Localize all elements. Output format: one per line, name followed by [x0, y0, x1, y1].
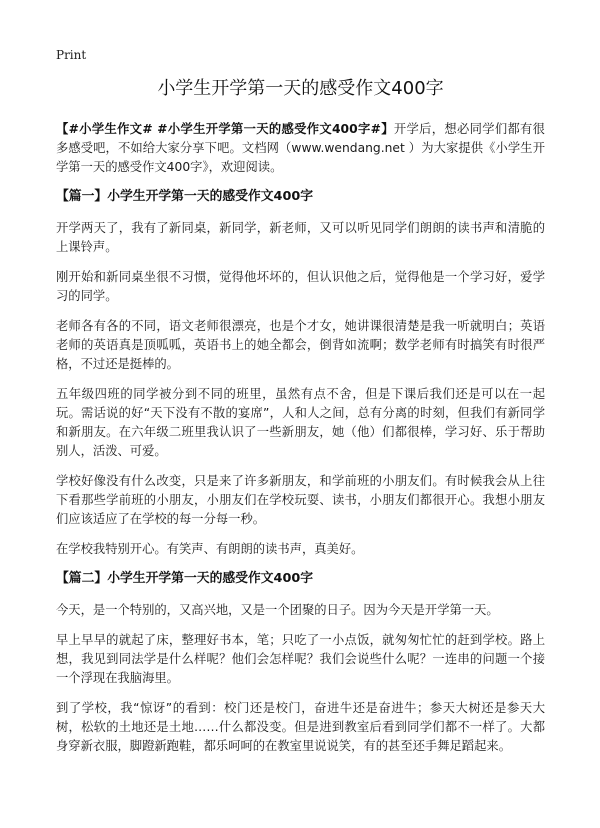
paragraph: 老师各有各的不同，语文老师很漂亮，也是个才女，她讲课很清楚是我一听就明白；英语老师的英语真是顶呱呱，英语书上的她全都会，倒背如流啊；数学老师有时搞笑有时很严格，不过还是挺棒的。	[56, 319, 545, 371]
intro-paragraph	[56, 120, 545, 177]
page-title: 小学生开学第一天的感受作文400字	[157, 78, 444, 99]
intro-text: 开学后，想必同学们都有很多感受吧，不如给大家分享下吧。文档网（www.wendang.net ）为大家提供《小学生开学第一天的感受作文400字》，欢迎阅读。	[56, 122, 545, 174]
paragraph: 早上早早的就起了床，整理好书本，笔；只吃了一小点饭，就匆匆忙忙的赶到学校。路上想，我见到同法学是什么样呢？他们会怎样呢？我们会说些什么呢？一连串的问题一个接一个浮现在我脑海里。	[56, 633, 545, 685]
print-link[interactable]: Print	[56, 48, 87, 62]
paragraph: 开学两天了，我有了新同桌，新同学，新老师，又可以听见同学们朗朗的读书声和清脆的上课铃声。	[56, 221, 545, 254]
paragraph: 五年级四班的同学被分到不同的班里，虽然有点不舍，但是下课后我们还是可以在一起玩。需话说的好“天下没有不散的宴席”，人和人之间，总有分离的时刻，但我们有新同学和新朋友。在六年级二班里我认识了一些新朋友，她（他）们都很棒，学习好、乐于帮助别人，活泼、可爱。	[56, 387, 545, 458]
paragraph: 在学校我特别开心。有笑声、有朗朗的读书声，真美好。	[56, 542, 364, 556]
section-heading-1: 【篇一】小学生开学第一天的感受作文400字	[56, 189, 314, 204]
article-body	[56, 120, 545, 767]
intro-tags: 【#小学生作文# #小学生开学第一天的感受作文400字#】	[56, 122, 394, 136]
paragraph: 今天，是一个特别的，又高兴地，又是一个团聚的日子。因为今天是开学第一天。	[56, 603, 499, 617]
paragraph: 刚开始和新同桌坐很不习惯，觉得他坏坏的，但认识他之后，觉得他是一个学习好，爱学习的同学。	[56, 270, 545, 303]
paragraph: 到了学校，我“惊讶”的看到：校门还是校门，奋进牛还是奋进牛；参天大树还是参天大树，松软的土地还是土地……什么都没变。但是进到教室后看到同学们都不一样了。大都身穿新衣服，脚蹬新跑鞋，都乐呵呵的在教室里说说笑，有的甚至还手舞足蹈起来。	[56, 701, 545, 753]
section-heading-2: 【篇二】小学生开学第一天的感受作文400字	[56, 571, 314, 586]
paragraph: 学校好像没有什么改变，只是来了许多新朋友，和学前班的小朋友们。有时候我会从上往下看那些学前班的小朋友，小朋友们在学校玩耍、读书，小朋友们都很开心。我想小朋友们应该适应了在学校的每一分每一秒。	[56, 474, 545, 526]
